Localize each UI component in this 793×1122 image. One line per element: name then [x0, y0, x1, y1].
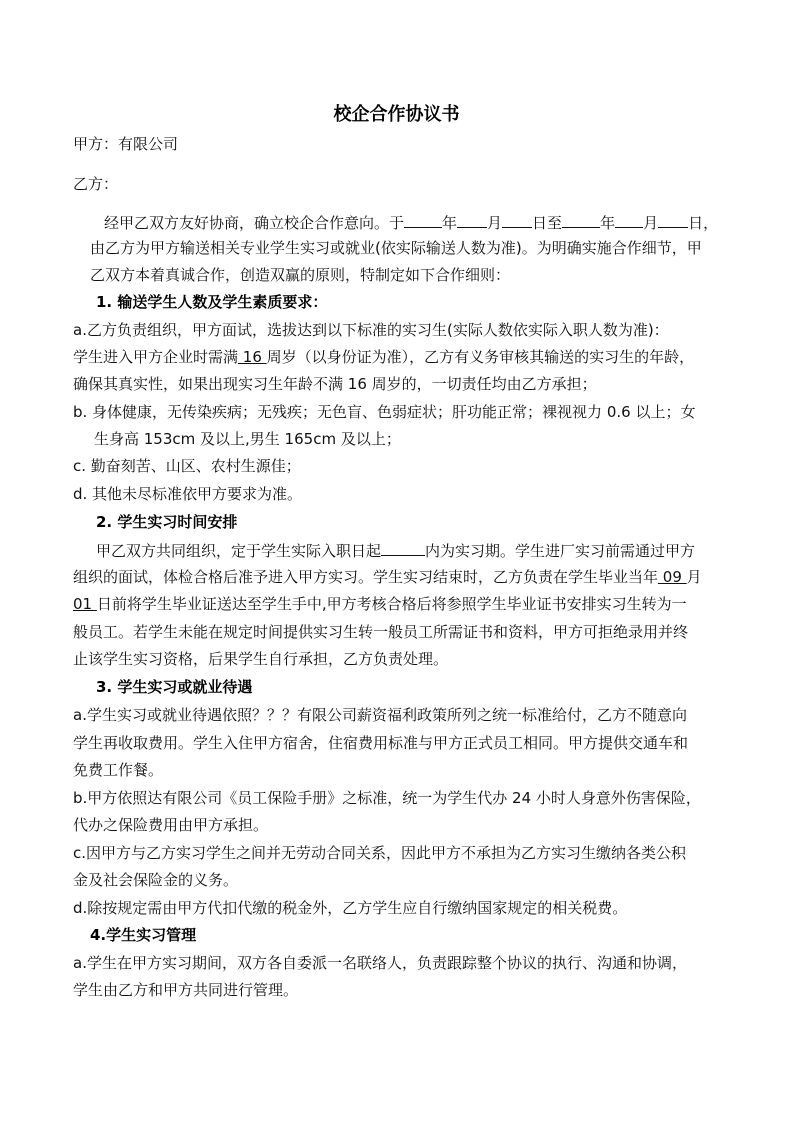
sec2-line-3: [73, 594, 687, 614]
sec2-line-2: [73, 567, 702, 587]
sec3-item-a-line-1: a.学生实习或就业待遇依照？？？有限公司薪资福利政策所列之统一标准给付，乙方不随意向: [73, 706, 687, 724]
blank-internship-period: [381, 539, 425, 556]
blank-month-end: [615, 211, 643, 228]
blank-month-start: [457, 211, 487, 228]
sec1-item-b-line-2: 生身高 153cm 及以上,男生 165cm 及以上；: [94, 430, 401, 448]
sec2-line-4: 般员工。若学生未能在规定时间提供实习生转一般员工所需证书和资料，甲方可拒绝录用并终: [73, 623, 689, 641]
intro-line-2: 由乙方为甲方输送相关专业学生实习或就业(依实际输送人数为准)。为明确实施合作细节，甲: [90, 239, 702, 257]
sec4-item-a-line-1: a.学生在甲方实习期间，双方各自委派一名联络人，负责跟踪整个协议的执行、沟通和协调，: [73, 954, 687, 972]
document-title: 校企合作协议书: [333, 104, 460, 125]
graduation-day: 01: [73, 595, 97, 613]
text: 学生进入甲方企业时需满: [73, 348, 239, 366]
sec3-item-a-line-2: 学生再收取费用。学生入住甲方宿舍，住宿费用标准与甲方正式员工相同。甲方提供交通车和: [73, 734, 689, 752]
sec1-item-a-line-1: a.乙方负责组织，甲方面试，选拔达到以下标准的实习生(实际人数依实际入职人数为准)：: [73, 321, 669, 339]
sec2-line-5: 止该学生实习资格，后果学生自行承担，乙方负责处理。: [73, 650, 449, 668]
text: 甲乙双方共同组织，定于学生实际入职日起: [96, 542, 382, 560]
section-1-heading: 1. 输送学生人数及学生素质要求：: [96, 293, 328, 311]
sec3-item-d: d.除按规定需由甲方代扣代缴的税金外，乙方学生应自行缴纳国家规定的相关税费。: [73, 899, 628, 917]
unit-day-end: 日，: [688, 214, 719, 232]
sec4-item-a-line-2: 学生由乙方和甲方共同进行管理。: [73, 981, 299, 999]
unit-month: 月: [643, 214, 659, 232]
sec1-item-c: c. 勤奋刻苦、山区、农村生源佳；: [73, 457, 301, 475]
sec3-item-c-line-1: c.因甲方与乙方实习学生之间并无劳动合同关系，因此甲方不承担为乙方实习生缴纳各类公积: [73, 844, 687, 862]
sec3-item-c-line-2: 金及社会保险金的义务。: [73, 871, 239, 889]
unit-month: 月: [487, 214, 503, 232]
section-2-heading: 2. 学生实习时间安排: [96, 513, 238, 531]
sec3-item-a-line-3: 免费工作餐。: [73, 761, 164, 779]
graduation-month: 09: [658, 568, 687, 586]
text: 月: [686, 568, 702, 586]
unit-year: 年: [442, 214, 458, 232]
sec1-item-b-line-1: b. 身体健康，无传染疾病；无残疾；无色盲、色弱症状；肝功能正常；裸视视力 0.6 以上；女: [73, 403, 696, 421]
intro-line-3: 乙双方本着真诚合作，创造双赢的原则，特制定如下合作细则：: [90, 266, 511, 284]
blank-year-start: [404, 211, 442, 228]
sec3-item-b-line-2: 代办之保险费用由甲方承担。: [73, 816, 269, 834]
age-value: 16: [238, 348, 267, 366]
sec2-line-1: [96, 539, 695, 561]
intro-text: 经甲乙双方友好协商，确立校企合作意向。于: [104, 214, 405, 232]
sec1-item-a-line-3: 确保其真实性，如果出现实习生年龄不满 16 周岁的，一切责任均由乙方承担；: [73, 375, 597, 393]
section-3-heading: 3. 学生实习或就业待遇: [96, 678, 253, 696]
party-b: 乙方：: [73, 175, 119, 193]
unit-year: 年: [600, 214, 616, 232]
sec1-item-a-line-2: [73, 347, 694, 367]
unit-day-to: 日至: [532, 214, 563, 232]
blank-year-end: [562, 211, 600, 228]
intro-line-1: [104, 211, 718, 233]
blank-day-start: [502, 211, 532, 228]
party-a: 甲方：有限公司: [73, 135, 179, 153]
text: 日前将学生毕业证送达至学生手中,甲方考核合格后将参照学生毕业证书安排实习生转为一: [96, 595, 687, 613]
text: 内为实习期。学生进厂实习前需通过甲方: [425, 542, 696, 560]
blank-day-end: [658, 211, 688, 228]
section-4-heading: 4.学生实习管理: [90, 926, 197, 944]
sec3-item-b-line-1: b.甲方依照达有限公司《员工保险手册》之标准，统一为学生代办 24 小时人身意外伤害保险，: [73, 789, 701, 807]
text: 组织的面试，体检合格后准予进入甲方实习。学生实习结束时，乙方负责在学生毕业当年: [73, 568, 659, 586]
text: 周岁（以身份证为准），乙方有义务审核其输送的实习生的年龄，: [266, 348, 695, 366]
sec1-item-d: d. 其他未尽标准依甲方要求为准。: [73, 485, 303, 503]
